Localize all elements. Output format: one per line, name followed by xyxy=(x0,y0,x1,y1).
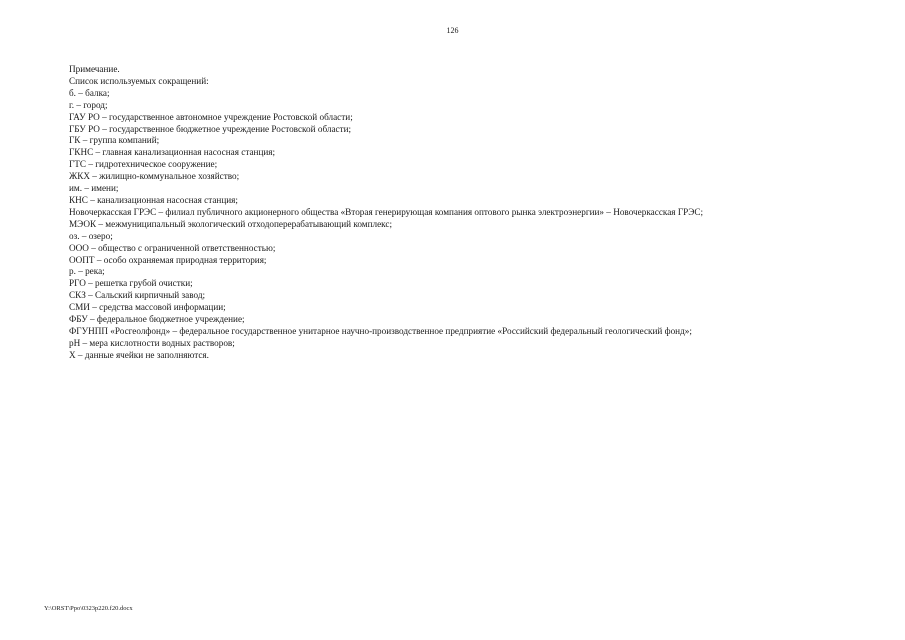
abbreviation-item: ГБУ РО – государственное бюджетное учреждение Ростовской области; xyxy=(69,123,352,134)
abbreviation-item: б. – балка; xyxy=(69,87,110,98)
abbreviation-item: ГТС – гидротехническое сооружение; xyxy=(69,159,218,170)
abbreviation-item: РГО – решетка грубой очистки; xyxy=(69,278,193,289)
abbreviation-item: ГК – группа компаний; xyxy=(69,135,160,146)
abbreviation-item: ГКНС – главная канализационная насосная станция; xyxy=(69,147,276,158)
abbreviation-item: МЭОК – межмуниципальный экологический отходоперерабатывающий комплекс; xyxy=(69,218,393,229)
abbreviation-item: ГАУ РО – государственное автономное учреждение Ростовской области; xyxy=(69,111,353,122)
footer-file-path: Y:\ORST\Ppo\0323p220.f20.docx xyxy=(44,605,133,612)
abbreviation-item: pH – мера кислотности водных растворов; xyxy=(69,337,235,348)
abbreviation-item: г. – город; xyxy=(69,99,108,110)
abbreviation-item: СМИ – средства массовой информации; xyxy=(69,302,226,313)
abbreviation-item: X – данные ячейки не заполняются. xyxy=(69,349,209,360)
abbreviation-list-intro: Список используемых сокращений: xyxy=(69,75,209,86)
abbreviation-item: ЖКХ – жилищно-коммунальное хозяйство; xyxy=(69,171,240,182)
note-heading: Примечание. xyxy=(69,64,120,74)
abbreviation-item: КНС – канализационная насосная станция; xyxy=(69,194,238,205)
abbreviations-note xyxy=(69,64,889,362)
abbreviation-item: оз. – озеро; xyxy=(69,230,113,241)
abbreviation-item: р. – река; xyxy=(69,266,105,277)
abbreviation-item: ФГУНПП «Росгеолфонд» – федеральное государственное унитарное научно-производственное предприятие «Российский федеральный геологический фонд»; xyxy=(69,325,692,336)
page-number: 126 xyxy=(446,26,459,35)
abbreviation-item: им. – имени; xyxy=(69,183,119,194)
abbreviation-item: ООПТ – особо охраняемая природная территория; xyxy=(69,254,267,265)
abbreviation-item: Новочеркасская ГРЭС – филиал публичного акционерного общества «Вторая генерирующая компания оптового рынка электроэнергии» – Новочеркасская ГРЭС; xyxy=(69,206,704,217)
abbreviation-item: СКЗ – Сальский кирпичный завод; xyxy=(69,290,206,301)
abbreviation-item: ООО – общество с ограниченной ответственностью; xyxy=(69,242,276,253)
abbreviation-item: ФБУ – федеральное бюджетное учреждение; xyxy=(69,314,245,325)
